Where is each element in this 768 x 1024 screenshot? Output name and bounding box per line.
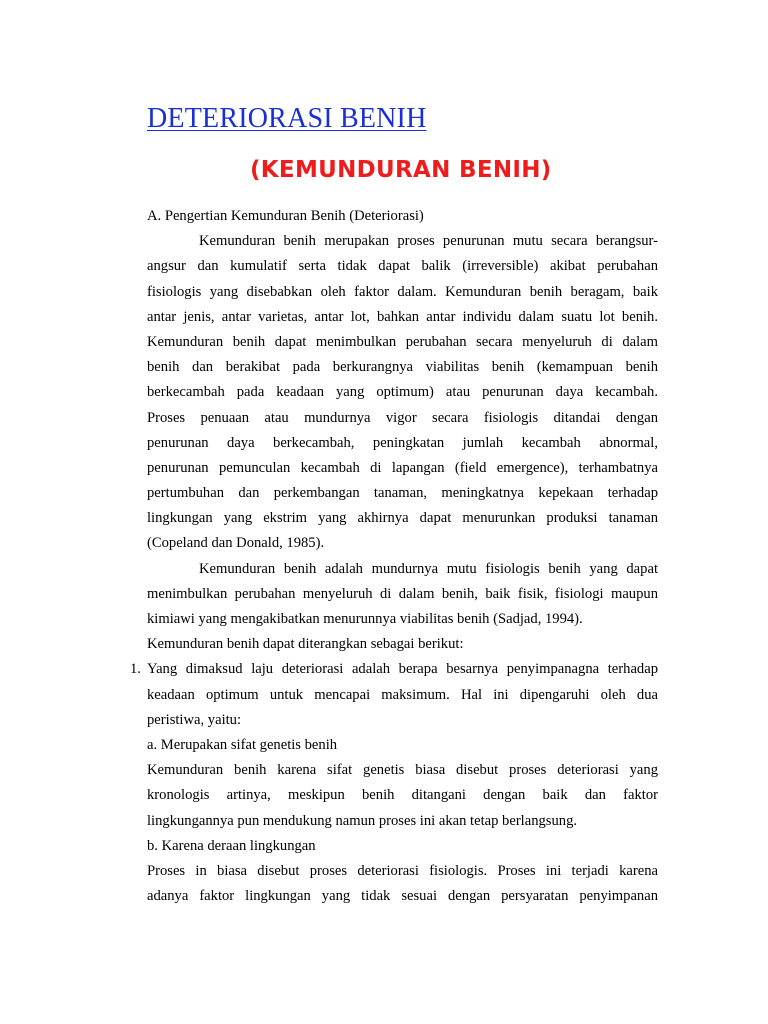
paragraph-line: lingkungannya pun mendukung namun proses ini akan tetap berlangsung. [147, 812, 578, 829]
list-item-line [130, 657, 658, 682]
paragraph-line: adanya faktor lingkungan yang tidak sesuai dengan persyaratan penyimpanan [147, 888, 658, 905]
paragraph-line: kronologis artinya, meskipun benih ditangani dengan baik dan faktor [147, 787, 658, 804]
list-item-text: Yang dimaksud laju deteriorasi adalah berapa besarnya penyimpanagna terhadap [147, 661, 658, 678]
paragraph-line: Kemunduran benih dapat diterangkan sebagai berikut: [147, 636, 464, 653]
paragraph-line: Kemunduran benih merupakan proses penurunan mutu secara berangsur- [199, 233, 658, 250]
subsection-heading: a. Merupakan sifat genetis benih [147, 736, 338, 753]
paragraph-line: kimiawi yang mengakibatkan menurunnya viabilitas benih (Sadjad, 1994). [147, 611, 583, 627]
paragraph-line: Proses in biasa disebut proses deteriorasi fisiologis. Proses ini terjadi karena [147, 862, 658, 879]
paragraph-line: menimbulkan perubahan menyeluruh di dalam benih, baik fisik, fisiologi maupun [147, 585, 658, 602]
paragraph-line: lingkungan yang ekstrim yang akhirnya dapat menurunkan produksi tanaman [147, 510, 658, 527]
paragraph-line: antar jenis, antar varietas, antar lot, bahkan antar individu dalam suatu lot benih. [147, 308, 658, 325]
section-heading: A. Pengertian Kemunduran Benih (Deteriorasi) [147, 208, 424, 224]
paragraph-line: peristiwa, yaitu: [147, 711, 242, 728]
paragraph-line: pertumbuhan dan perkembangan tanaman, meningkatnya kepekaan terhadap [147, 485, 658, 502]
paragraph-line: penurunan daya berkecambah, peningkatan jumlah kecambah abnormal, [147, 434, 658, 451]
paragraph-line: Kemunduran benih adalah mundurnya mutu fisiologis benih yang dapat [199, 560, 658, 577]
list-number: 1. [130, 661, 141, 678]
subsection-heading: b. Karena deraan lingkungan [147, 837, 316, 854]
paragraph-line: berkecambah pada keadaan yang optimum) atau penurunan daya kecambah. [147, 384, 658, 401]
paragraph-line: (Copeland dan Donald, 1985). [147, 535, 325, 552]
paragraph-line: angsur dan kumulatif serta tidak dapat balik (irreversible) akibat perubahan [147, 258, 658, 275]
paragraph-line: benih dan berakibat pada berkurangnya viabilitas benih (kemampuan benih [147, 359, 658, 376]
document-body [130, 204, 658, 909]
paragraph-line: Kemunduran benih karena sifat genetis biasa disebut proses deteriorasi yang [147, 762, 658, 779]
paragraph-line: Proses penuaan atau mundurnya vigor secara fisiologis ditandai dengan [147, 409, 658, 426]
paragraph-line: Kemunduran benih dapat menimbulkan perubahan secara menyeluruh di dalam [147, 333, 658, 350]
document-subtitle: (KEMUNDURAN BENIH) [250, 157, 552, 183]
paragraph-line: penurunan pemunculan kecambah di lapangan (field emergence), terhambatnya [147, 459, 658, 476]
paragraph-line: keadaan optimum untuk mencapai maksimum. Hal ini dipengaruhi oleh dua [147, 686, 658, 703]
paragraph-line: fisiologis yang disebabkan oleh faktor dalam. Kemunduran benih beragam, baik [147, 283, 658, 300]
document-title: DETERIORASI BENIH [147, 103, 427, 134]
